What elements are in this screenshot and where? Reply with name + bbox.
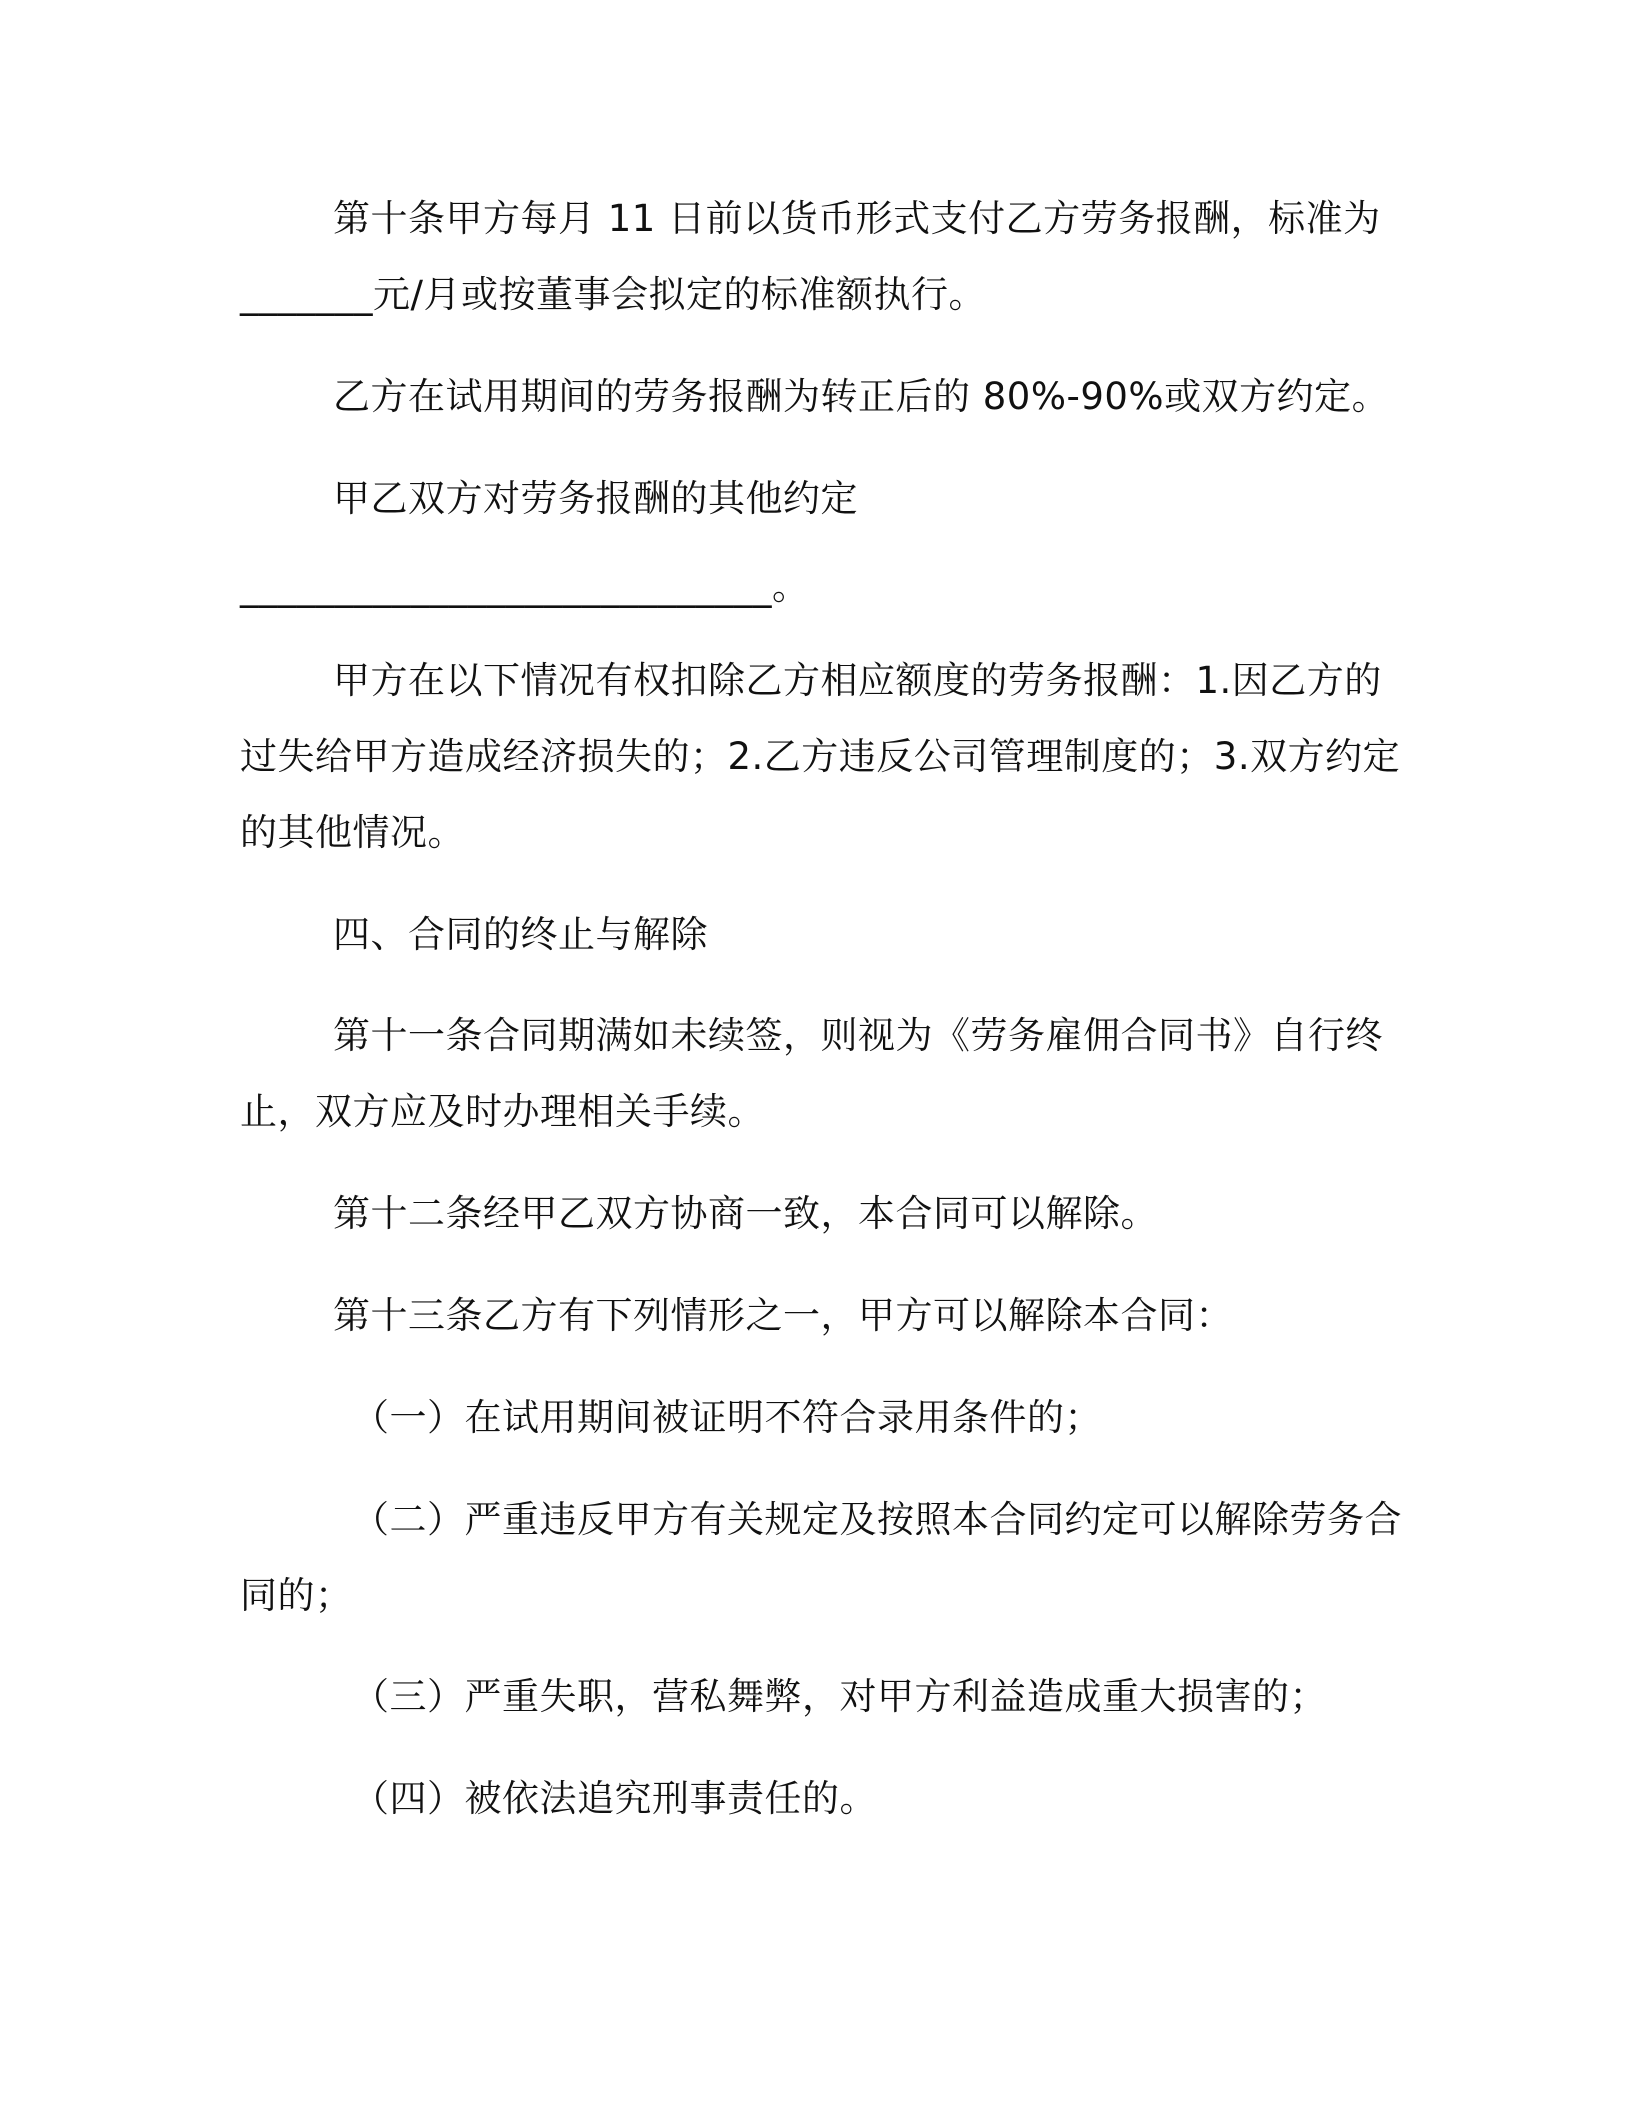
probation-pay-line: 乙方在试用期间的劳务报酬为转正后的 80%-90%或双方约定。 — [333, 375, 1390, 418]
clause-1-line: （一）在试用期间被证明不符合录用条件的； — [352, 1396, 1102, 1439]
article-10-line-2: _______元/月或按董事会拟定的标准额执行。 — [240, 273, 986, 316]
article-12-line: 第十二条经甲乙双方协商一致，本合同可以解除。 — [333, 1192, 1158, 1235]
article-11-line-2: 止，双方应及时办理相关手续。 — [240, 1090, 765, 1133]
clause-2-line-2: 同的； — [240, 1574, 353, 1617]
article-10-line-1: 第十条甲方每月 11 日前以货币形式支付乙方劳务报酬，标准为 — [333, 197, 1381, 240]
article-11-line-1: 第十一条合同期满如未续签，则视为《劳务雇佣合同书》自行终 — [333, 1014, 1383, 1057]
clause-3-line: （三）严重失职，营私舞弊，对甲方利益造成重大损害的； — [352, 1675, 1327, 1718]
clause-4-line: （四）被依法追究刑事责任的。 — [352, 1777, 877, 1820]
article-13-line: 第十三条乙方有下列情形之一，甲方可以解除本合同： — [333, 1294, 1233, 1337]
other-agreement-blank-line: ____________________________。 — [240, 565, 810, 608]
other-agreement-line: 甲乙双方对劳务报酬的其他约定 — [333, 477, 858, 520]
deduction-line-3: 的其他情况。 — [240, 811, 465, 854]
deduction-line-1: 甲方在以下情况有权扣除乙方相应额度的劳务报酬：1.因乙方的 — [333, 659, 1382, 702]
section-heading: 四、合同的终止与解除 — [333, 913, 708, 956]
deduction-line-2: 过失给甲方造成经济损失的；2.乙方违反公司管理制度的；3.双方约定 — [240, 735, 1401, 778]
clause-2-line-1: （二）严重违反甲方有关规定及按照本合同约定可以解除劳务合 — [352, 1498, 1402, 1541]
